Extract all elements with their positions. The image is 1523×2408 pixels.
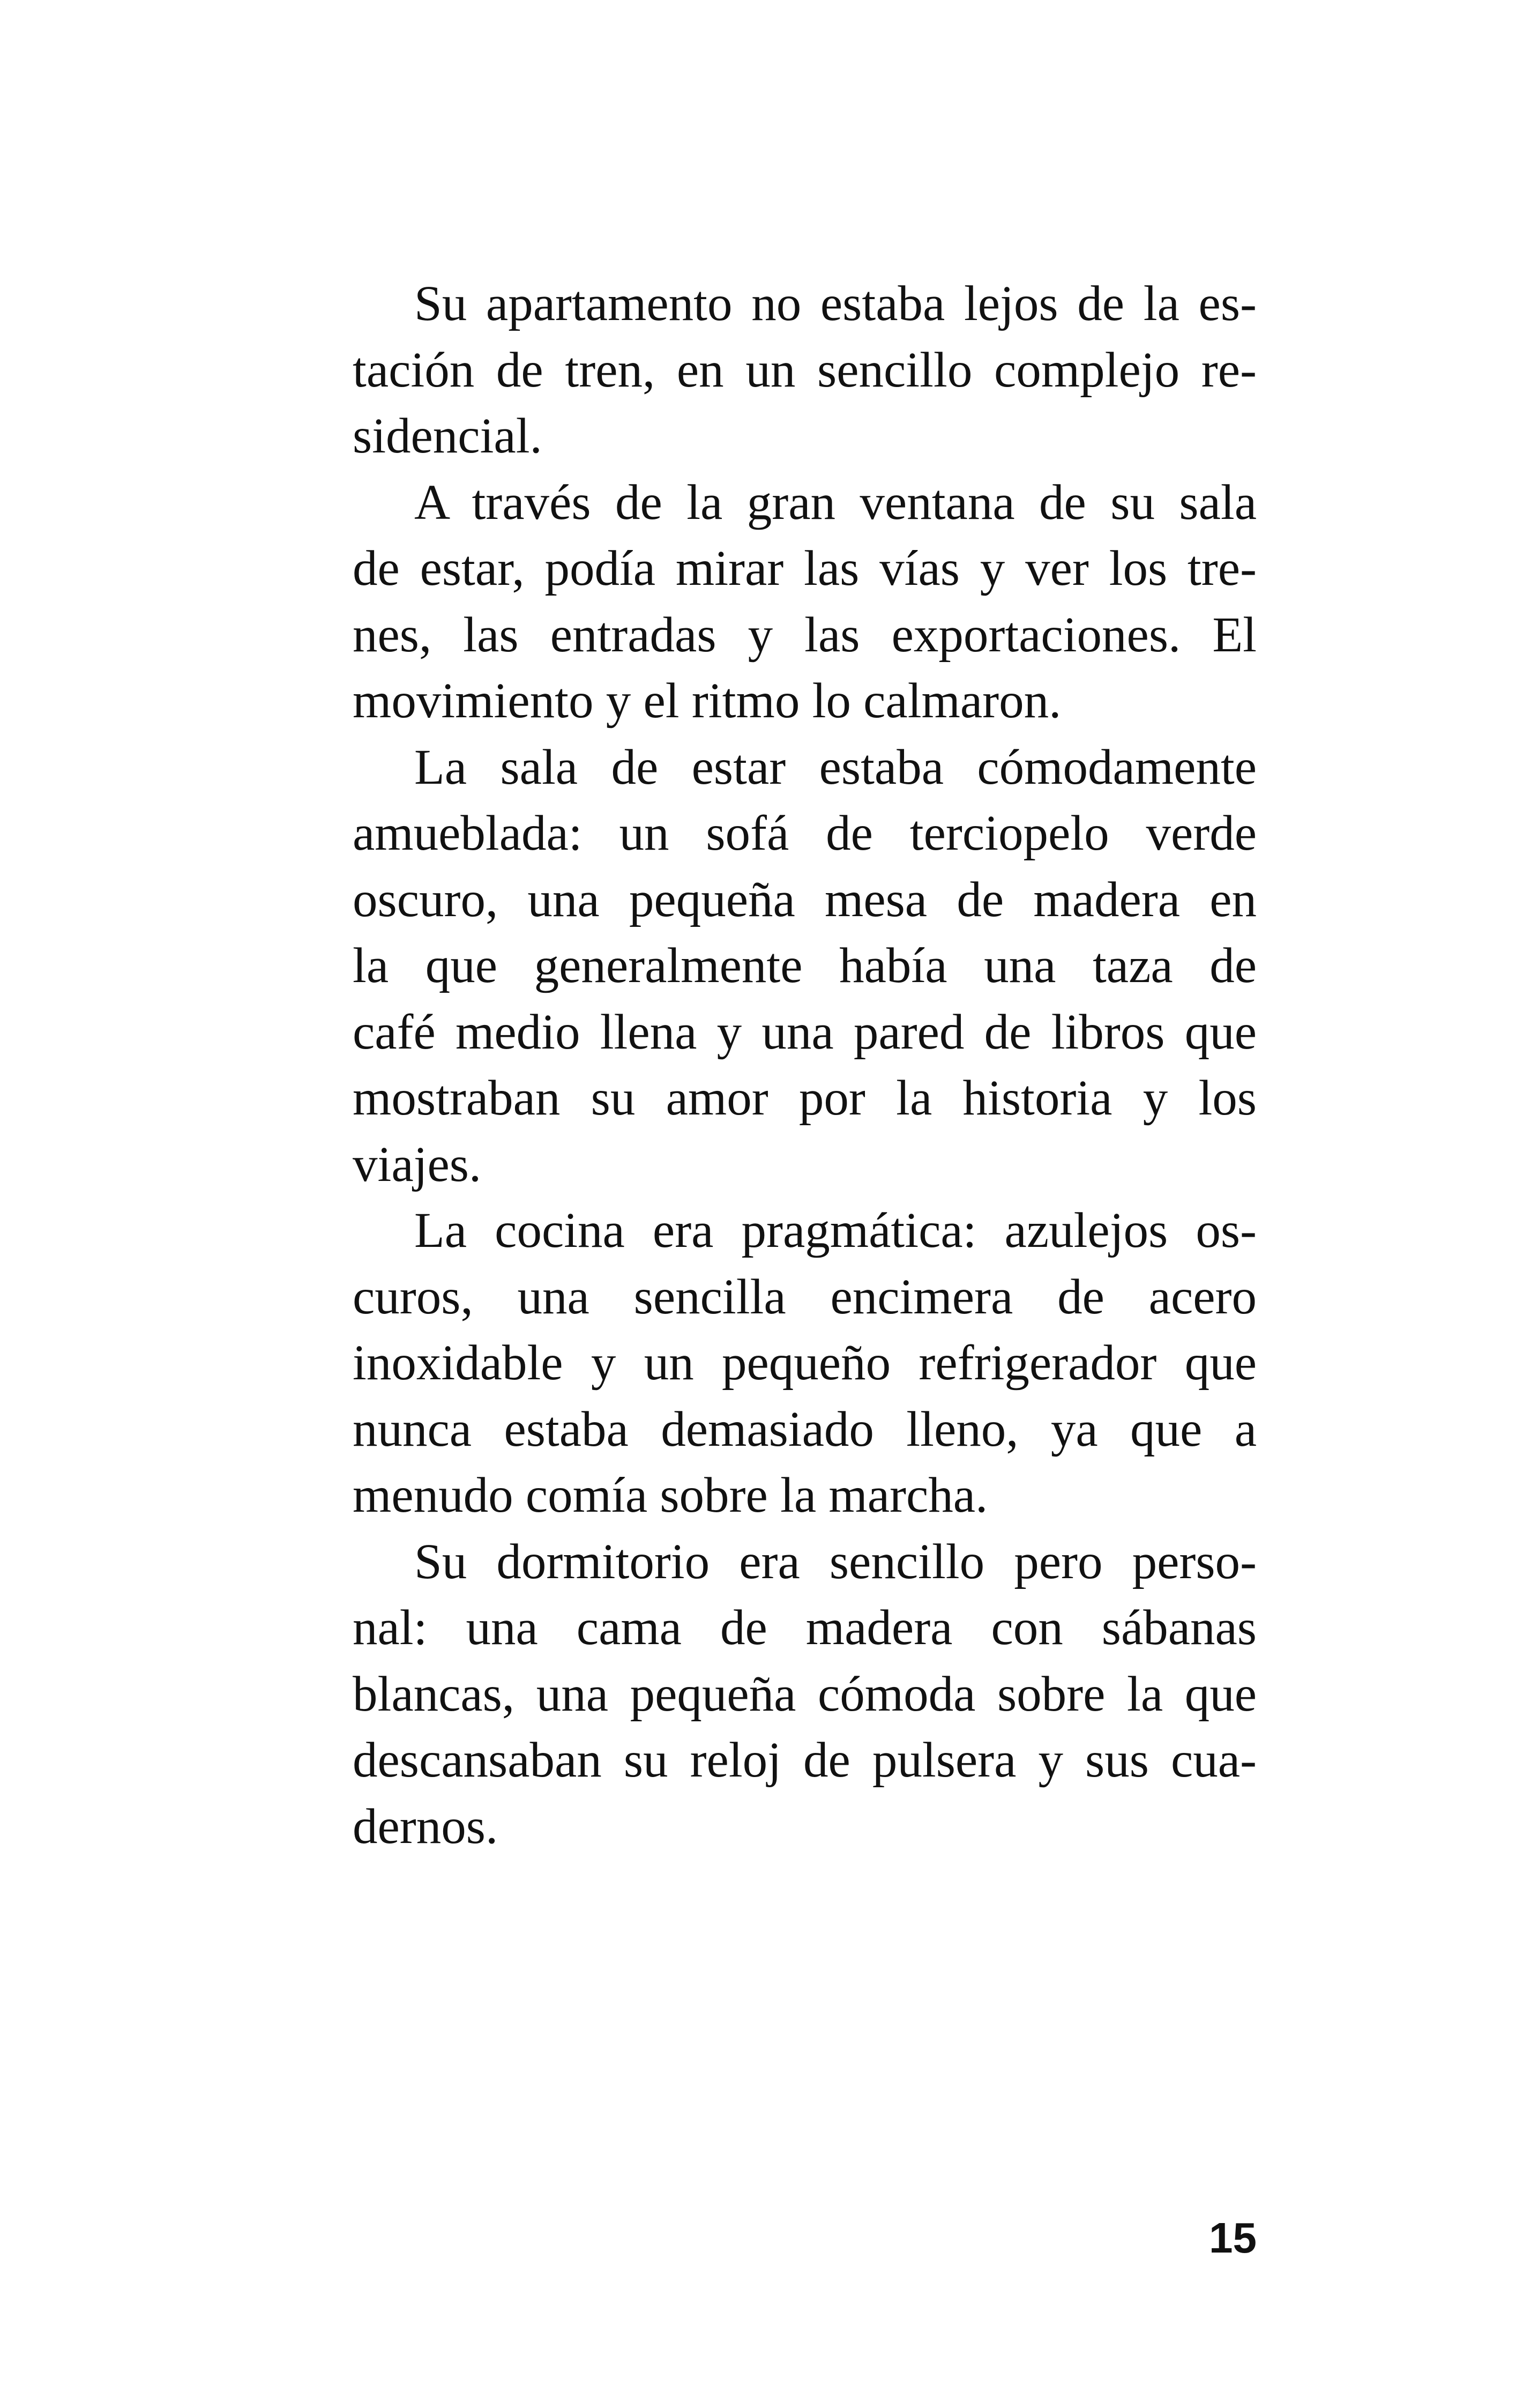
paragraph <box>353 470 1257 734</box>
text-line: menudo comía sobre la marcha. <box>353 1468 988 1523</box>
text-line: movimiento y el ritmo lo calmaron. <box>353 673 1062 729</box>
text-line: dernos. <box>353 1798 498 1854</box>
text-line: sidencial. <box>353 408 542 464</box>
text-line: café medio llena y una pared de libros que <box>353 1004 1257 1060</box>
text-line: Su apartamento no estaba lejos de la es- <box>414 276 1257 331</box>
body-text <box>353 271 1257 1860</box>
text-line: inoxidable y un pequeño refrigerador que <box>353 1335 1257 1391</box>
text-line: de estar, podía mirar las vías y ver los tre- <box>353 541 1257 596</box>
text-line: A través de la gran ventana de su sala <box>414 474 1257 530</box>
text-line: Su dormitorio era sencillo pero perso- <box>414 1534 1257 1589</box>
text-line: oscuro, una pequeña mesa de madera en <box>353 872 1257 927</box>
text-line: La cocina era pragmática: azulejos os- <box>414 1203 1257 1258</box>
paragraph <box>353 271 1257 470</box>
text-line: la que generalmente había una taza de <box>353 938 1257 993</box>
text-line: La sala de estar estaba cómodamente <box>414 739 1257 795</box>
text-line: blancas, una pequeña cómoda sobre la que <box>353 1666 1257 1722</box>
text-line: descansaban su reloj de pulsera y sus cua- <box>353 1733 1257 1788</box>
text-line: nes, las entradas y las exportaciones. El <box>353 607 1257 663</box>
text-line: curos, una sencilla encimera de acero <box>353 1269 1257 1325</box>
paragraph <box>353 734 1257 1198</box>
paragraph <box>353 1198 1257 1529</box>
text-line: nunca estaba demasiado lleno, ya que a <box>353 1401 1257 1457</box>
paragraph <box>353 1529 1257 1860</box>
text-line: mostraban su amor por la historia y los <box>353 1071 1257 1126</box>
text-line: amueblada: un sofá de terciopelo verde <box>353 806 1257 861</box>
page-number: 15 <box>1209 2214 1257 2262</box>
text-line: nal: una cama de madera con sábanas <box>353 1600 1257 1655</box>
text-line: tación de tren, en un sencillo complejo re- <box>353 342 1257 398</box>
text-line: viajes. <box>353 1136 482 1192</box>
